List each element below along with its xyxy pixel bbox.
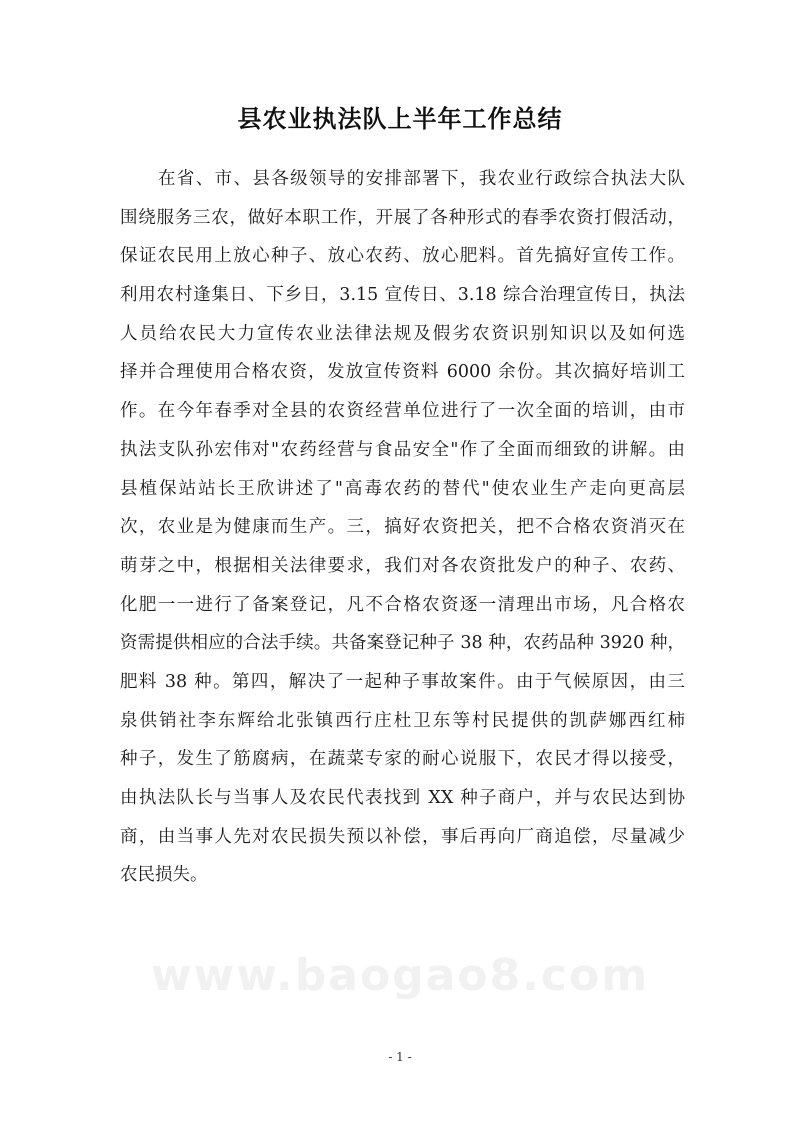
paragraph-line: 肥料 38 种。第四，解决了一起种子事故案件。由于气候原因，由三 xyxy=(120,671,685,692)
paragraph-line: 利用农村逢集日、下乡日，3.15 宣传日、3.18 综合治理宣传日，执法 xyxy=(120,285,685,306)
paragraph-line: 种子，发生了筋腐病，在蔬菜专家的耐心说服下，农民才得以接受， xyxy=(120,749,685,770)
body-paragraph xyxy=(120,160,685,895)
paragraph-line: 化肥一一进行了备案登记，凡不合格农资逐一清理出市场，凡合格农 xyxy=(120,594,685,615)
paragraph-line: 县植保站站长王欣讲述了"高毒农药的替代"使农业生产走向更高层 xyxy=(120,478,685,499)
paragraph-line: 农民损失。 xyxy=(120,865,208,886)
paragraph-line: 围绕服务三农，做好本职工作，开展了各种形式的春季农资打假活动， xyxy=(120,207,685,228)
paragraph-line: 资需提供相应的合法手续。共备案登记种子 38 种，农药品种 3920 种， xyxy=(120,633,685,654)
watermark: www.baogao8.com xyxy=(150,950,650,1001)
paragraph-line: 择并合理使用合格农资，发放宣传资料 6000 余份。其次搞好培训工 xyxy=(120,362,685,383)
paragraph-line: 在省、市、县各级领导的安排部署下，我农业行政综合执法大队 xyxy=(158,169,685,189)
paragraph-line: 泉供销社李东辉给北张镇西行庄杜卫东等村民提供的凯萨娜西红柿 xyxy=(120,710,685,731)
document-title: 县农业执法队上半年工作总结 xyxy=(237,105,563,133)
paragraph-line: 萌芽之中，根据相关法律要求，我们对各农资批发户的种子、农药、 xyxy=(120,555,685,576)
paragraph-line: 商，由当事人先对农民损失预以补偿，事后再向厂商追偿，尽量减少 xyxy=(120,826,685,847)
paragraph-line: 次，农业是为健康而生产。三，搞好农资把关，把不合格农资消灭在 xyxy=(120,517,685,538)
paragraph-line: 执法支队孙宏伟对"农药经营与食品安全"作了全面而细致的讲解。由 xyxy=(120,439,685,460)
paragraph-line: 由执法队长与当事人及农民代表找到 XX 种子商户，并与农民达到协 xyxy=(120,788,685,808)
paragraph-line: 作。在今年春季对全县的农资经营单位进行了一次全面的培训，由市 xyxy=(120,401,685,422)
page-number: - 1 - xyxy=(388,1050,412,1064)
paragraph-line: 人员给农民大力宣传农业法律法规及假劣农资识别知识以及如何选 xyxy=(120,323,685,344)
paragraph-line: 保证农民用上放心种子、放心农药、放心肥料。首先搞好宣传工作。 xyxy=(120,246,685,267)
